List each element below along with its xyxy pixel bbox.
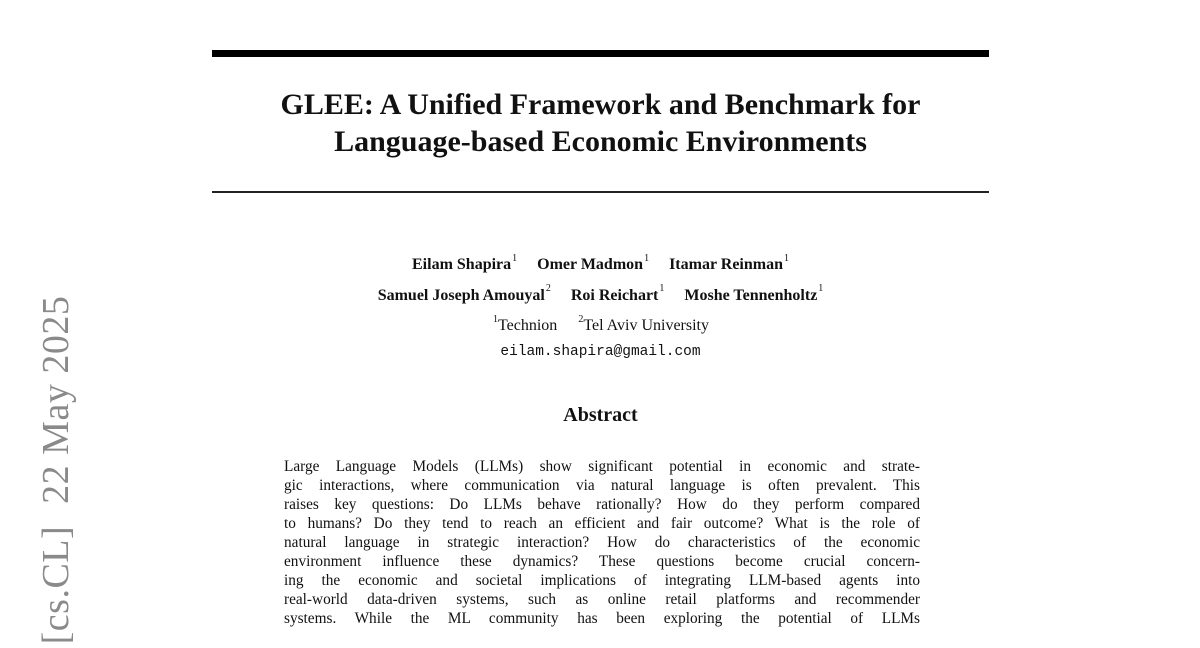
author-line-2 <box>212 278 989 308</box>
arxiv-side-stamp <box>34 296 78 645</box>
arxiv-date: 22 May 2025 <box>35 295 77 504</box>
abstract-line: to humans? Do they tend to reach an efficient and fair outcome? What is the role of <box>284 515 920 532</box>
abstract-line: Large Language Models (LLMs) show significant potential in economic and strate- <box>284 458 920 475</box>
author: Roi Reichart$^1$ <box>570 283 665 304</box>
title-top-rule <box>212 50 989 57</box>
author: Samuel Joseph Amouyal$^2$ <box>377 283 551 304</box>
abstract-line: raises key questions: Do LLMs behave rationally? How do they perform compared <box>284 496 920 513</box>
abstract-line: systems. While the ML community has been exploring the potential of LLMs <box>284 610 920 627</box>
affiliations <box>212 309 989 339</box>
affiliation: $^1$Technion <box>493 313 558 334</box>
author: Eilam Shapira$^1$ <box>412 253 518 274</box>
abstract-line: ing the economic and societal implications of integrating LLM-based agents into <box>284 572 920 589</box>
author: Moshe Tennenholtz$^1$ <box>684 283 824 304</box>
arxiv-category: [cs.CL] <box>35 525 77 645</box>
contact-email: eilam.shapira@gmail.com <box>500 343 701 360</box>
paper-title <box>212 86 989 160</box>
author-block <box>212 248 989 365</box>
abstract-line: natural language in strategic interaction? How do characteristics of the economic <box>284 534 920 551</box>
author-line-1 <box>212 248 989 278</box>
abstract-line: gic interactions, where communication via natural language is often prevalent. This <box>284 477 920 494</box>
author: Omer Madmon$^1$ <box>537 253 650 274</box>
title-line-1: GLEE: A Unified Framework and Benchmark for <box>280 88 921 121</box>
abstract-body <box>284 457 920 628</box>
abstract-line: real-world data-driven systems, such as online retail platforms and recommender <box>284 591 920 608</box>
title-line-2: Language-based Economic Environments <box>334 125 867 158</box>
abstract-heading: Abstract <box>563 404 638 426</box>
author: Itamar Reinman$^1$ <box>669 253 789 274</box>
affiliation: $^2$Tel Aviv University <box>578 313 709 334</box>
title-bottom-rule <box>212 191 989 193</box>
abstract-line: environment influence these dynamics? These questions become crucial concern- <box>284 553 920 570</box>
